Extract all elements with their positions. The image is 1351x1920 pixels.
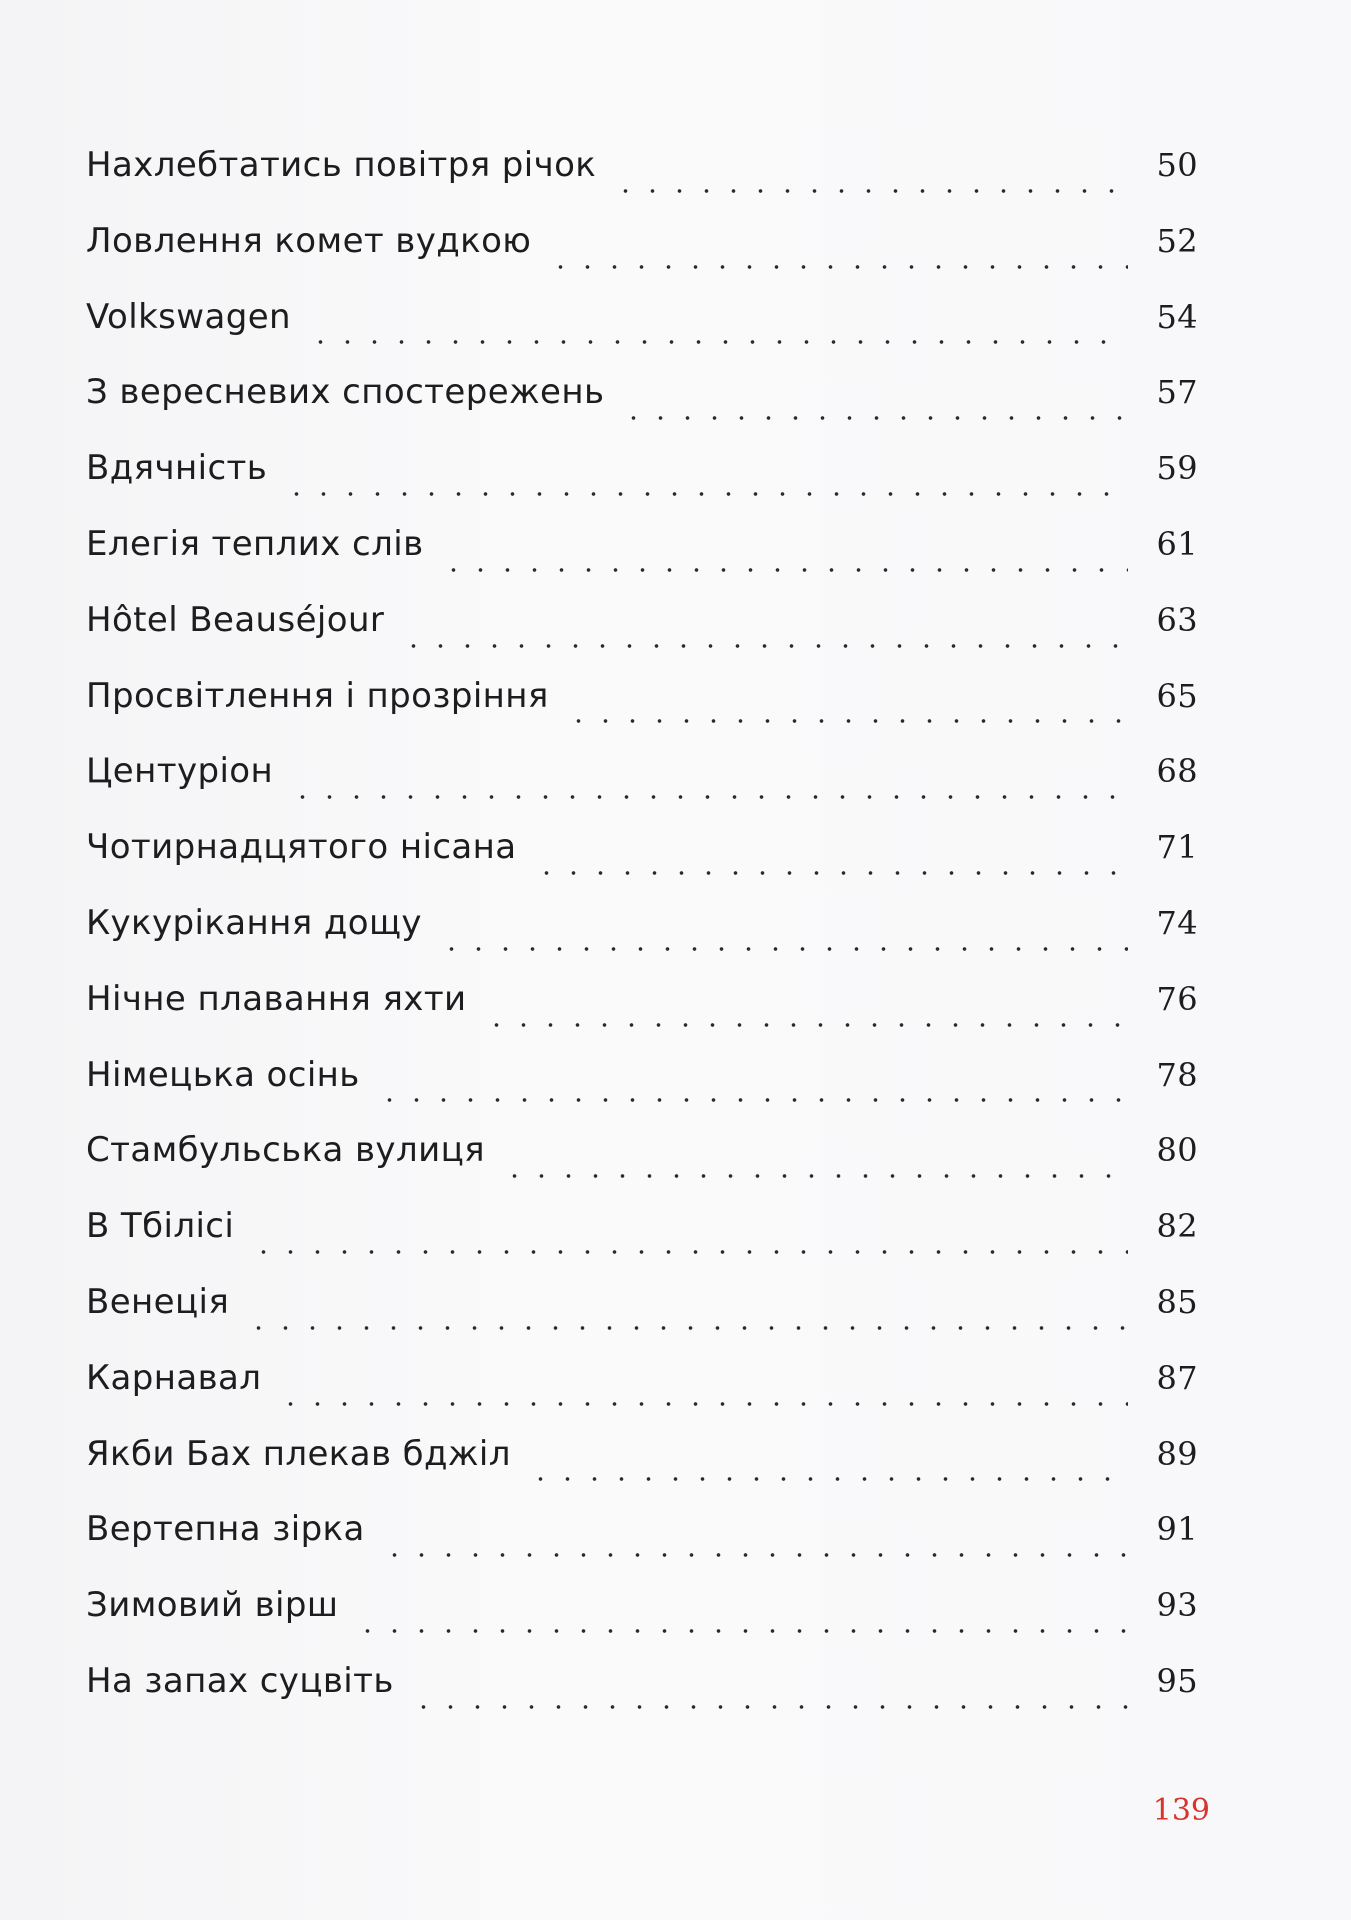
toc-entry-page: 52 — [1156, 221, 1198, 260]
toc-entry — [86, 1282, 1198, 1358]
toc-dot-leader — [376, 1098, 1128, 1102]
toc-dot-leader — [354, 1629, 1128, 1633]
toc-dot-leader — [612, 189, 1128, 193]
toc-dot-leader — [438, 947, 1128, 951]
toc-entry-title: Чотирнадцятого нісана — [86, 827, 517, 868]
toc-entry — [86, 1358, 1198, 1434]
toc-entry-page: 74 — [1156, 903, 1198, 942]
toc-entry-title: Просвітлення і прозріння — [86, 675, 549, 716]
toc-entry-page: 95 — [1156, 1661, 1198, 1700]
toc-entry-page: 57 — [1156, 373, 1198, 412]
toc-entry — [86, 297, 1198, 373]
toc-entry — [86, 372, 1198, 448]
toc-entry-title: Нахлебтатись повітря річок — [86, 145, 597, 185]
toc-dot-leader — [501, 1174, 1128, 1178]
toc-entry-title: Нічне плавання яхти — [86, 978, 467, 1019]
toc-entry — [86, 1434, 1198, 1510]
toc-entry-page: 61 — [1156, 524, 1198, 563]
toc-entry-title: Вдячність — [86, 448, 268, 489]
toc-entry-page: 63 — [1156, 600, 1198, 639]
toc-entry-title: В Тбілісі — [86, 1206, 235, 1247]
toc-entry-page: 50 — [1156, 146, 1198, 184]
toc-dot-leader — [565, 719, 1128, 723]
toc-dot-leader — [283, 492, 1128, 496]
toc-entry-page: 82 — [1156, 1207, 1198, 1246]
toc-entry — [86, 751, 1198, 827]
toc-dot-leader — [250, 1250, 1128, 1254]
toc-dot-leader — [620, 416, 1128, 420]
toc-dot-leader — [277, 1402, 1128, 1406]
toc-dot-leader — [483, 1023, 1128, 1027]
toc-entry-page: 78 — [1156, 1055, 1198, 1094]
toc-entry-title: Стамбульська вулиця — [86, 1130, 485, 1171]
toc-entry — [86, 448, 1198, 524]
toc-entry — [86, 524, 1198, 600]
toc-entry-page: 71 — [1156, 828, 1198, 867]
toc-entry-title: Ловлення комет вудкою — [86, 220, 532, 261]
toc-entry-page: 54 — [1156, 297, 1198, 336]
toc-dot-leader — [410, 1705, 1128, 1709]
toc-entry-title: Центуріон — [86, 751, 274, 792]
toc-entry-page: 65 — [1156, 676, 1198, 715]
toc-entry-title: Елегія теплих слів — [86, 523, 424, 564]
toc-entry-title: Hôtel Beauséjour — [86, 599, 385, 640]
toc-entry-title: Венеція — [86, 1281, 230, 1322]
toc-entry-title: Зимовий вірш — [86, 1585, 339, 1626]
toc-entry — [86, 1206, 1198, 1282]
toc-entry — [86, 676, 1198, 752]
toc-entry — [86, 1055, 1198, 1131]
toc-entry-page: 76 — [1156, 979, 1198, 1018]
toc-entry — [86, 903, 1198, 979]
toc-dot-leader — [289, 795, 1128, 799]
toc-entry — [86, 1130, 1198, 1206]
toc-entry-title: Карнавал — [86, 1357, 262, 1398]
toc-dot-leader — [307, 340, 1128, 344]
toc-entry — [86, 145, 1198, 221]
toc-entry-page: 85 — [1156, 1282, 1198, 1321]
toc-entry — [86, 827, 1198, 903]
toc-entry-title: Вертепна зірка — [86, 1509, 365, 1550]
toc-dot-leader — [381, 1553, 1128, 1557]
toc-entry — [86, 600, 1198, 676]
toc-entry-page: 91 — [1156, 1510, 1198, 1549]
toc-entry-page: 80 — [1156, 1131, 1198, 1170]
toc-entry-title: З вересневих спостережень — [86, 372, 605, 413]
toc-entry-page: 93 — [1156, 1586, 1198, 1625]
toc-entry-page: 87 — [1156, 1358, 1198, 1397]
toc-entry-title: Кукурікання дощу — [86, 902, 422, 943]
toc-entry — [86, 1509, 1198, 1585]
toc-entry — [86, 979, 1198, 1055]
toc-entry-title: Volkswagen — [86, 296, 291, 337]
toc-entry-page: 68 — [1156, 752, 1198, 791]
toc-entry-title: На запах суцвіть — [86, 1660, 394, 1701]
toc-dot-leader — [533, 871, 1128, 875]
toc-dot-leader — [547, 265, 1128, 269]
toc-dot-leader — [245, 1326, 1128, 1330]
toc-entry-title: Німецька осінь — [86, 1054, 360, 1095]
toc-dot-leader — [400, 644, 1128, 648]
toc-entry-title: Якби Бах плекав бджіл — [86, 1433, 511, 1474]
page-number: 139 — [1152, 1793, 1210, 1828]
toc-entry — [86, 1585, 1198, 1661]
toc-dot-leader — [440, 568, 1128, 572]
toc-entry-page: 59 — [1156, 449, 1198, 488]
toc-entry-page: 89 — [1156, 1434, 1198, 1473]
toc-entry — [86, 1661, 1198, 1737]
table-of-contents — [86, 145, 1198, 1737]
toc-dot-leader — [527, 1477, 1128, 1481]
toc-entry — [86, 221, 1198, 297]
